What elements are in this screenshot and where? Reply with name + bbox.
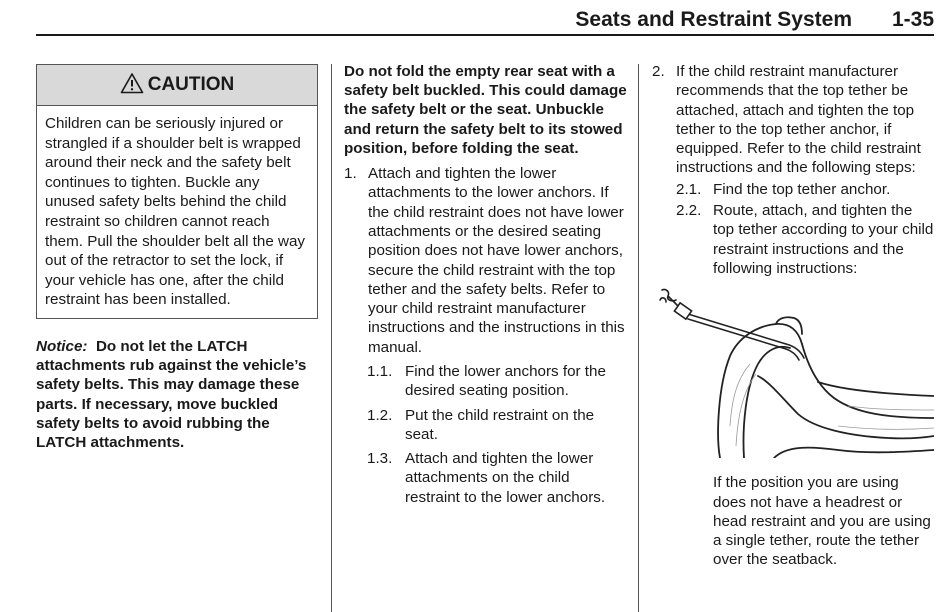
step-number: 2.2. xyxy=(676,202,702,220)
fold-seat-warning: Do not fold the empty rear seat with a safety belt buckled. This could damage the safety belt or the seat. Unbuckle and return the safety belt to its stowed position, before folding the seat. xyxy=(344,63,627,157)
step-text: Route, attach, and tighten the top tether according to your child restraint instructions and the following instructions: xyxy=(713,202,934,277)
list-item xyxy=(652,201,934,278)
step-text: Find the lower anchors for the desired seating position. xyxy=(405,362,606,400)
column-divider xyxy=(331,64,332,612)
step-number: 2.1. xyxy=(676,180,702,198)
step-number: 1.2. xyxy=(367,406,393,424)
step-text: Attach and tighten the lower attachments on the child restraint to the lower anchors. xyxy=(405,450,606,506)
seatback-tether-note: If the position you are using does not have a headrest or head restraint and you are using a single tether, route the tether over the seatback. xyxy=(713,474,931,569)
step-number: 1.1. xyxy=(367,362,393,380)
list-item xyxy=(652,180,934,199)
step-text: Attach and tighten the lower attachments to the lower anchors. If the child restraint does not have lower attachments or the desired seating position does not have lower anchors, secure the child restraint with the top tether and the safety belts. Refer to your child restraint manufacturer instructions and the instructions in this manual. xyxy=(368,165,625,356)
column-right xyxy=(652,62,934,570)
step-number: 1.3. xyxy=(367,450,393,468)
section-title: Seats and Restraint System xyxy=(575,8,852,31)
list-item xyxy=(344,362,628,401)
warning-triangle-icon xyxy=(120,72,144,94)
notice-paragraph xyxy=(36,337,316,452)
step-text: Put the child restraint on the seat. xyxy=(405,406,595,443)
list-item xyxy=(344,164,628,357)
page-header xyxy=(36,6,934,36)
notice-label: Notice: xyxy=(36,337,88,355)
list-item xyxy=(344,406,628,445)
step-text: If the child restraint manufacturer recommends that the top tether be attached, attach and tighten the top tether to the top tether anchor, if equipped. Refer to the child restraint instructions and the following steps: xyxy=(676,63,921,177)
step-number: 1. xyxy=(344,165,357,183)
column-divider xyxy=(638,64,639,612)
step-number: 2. xyxy=(652,63,665,80)
list-item xyxy=(652,62,934,178)
caution-box xyxy=(36,64,318,319)
step-text: Find the top tether anchor. xyxy=(713,180,891,198)
caution-text: Children can be seriously injured or strangled if a shoulder belt is wrapped around their neck and the safety belt continues to tighten. Buckle any unused safety belts behind the child restraint so children cannot reach them. Pull the shoulder belt all the way out of the retractor to set the lock, if your vehicle has one, after the child restraint has been installed. xyxy=(45,115,306,309)
notice-text: Do not let the LATCH attachments rub against the vehicle’s safety belts. This may damage these parts. If necessary, move buckled safety belts to avoid rubbing the LATCH attachments. xyxy=(36,337,307,451)
list-item xyxy=(344,449,628,507)
column-middle xyxy=(344,62,628,507)
page-number: 1-35 xyxy=(891,8,934,31)
column-left xyxy=(36,64,316,452)
tether-over-seatback-illustration xyxy=(658,286,934,458)
caution-label: CAUTION xyxy=(147,74,235,95)
caution-heading xyxy=(37,65,317,106)
